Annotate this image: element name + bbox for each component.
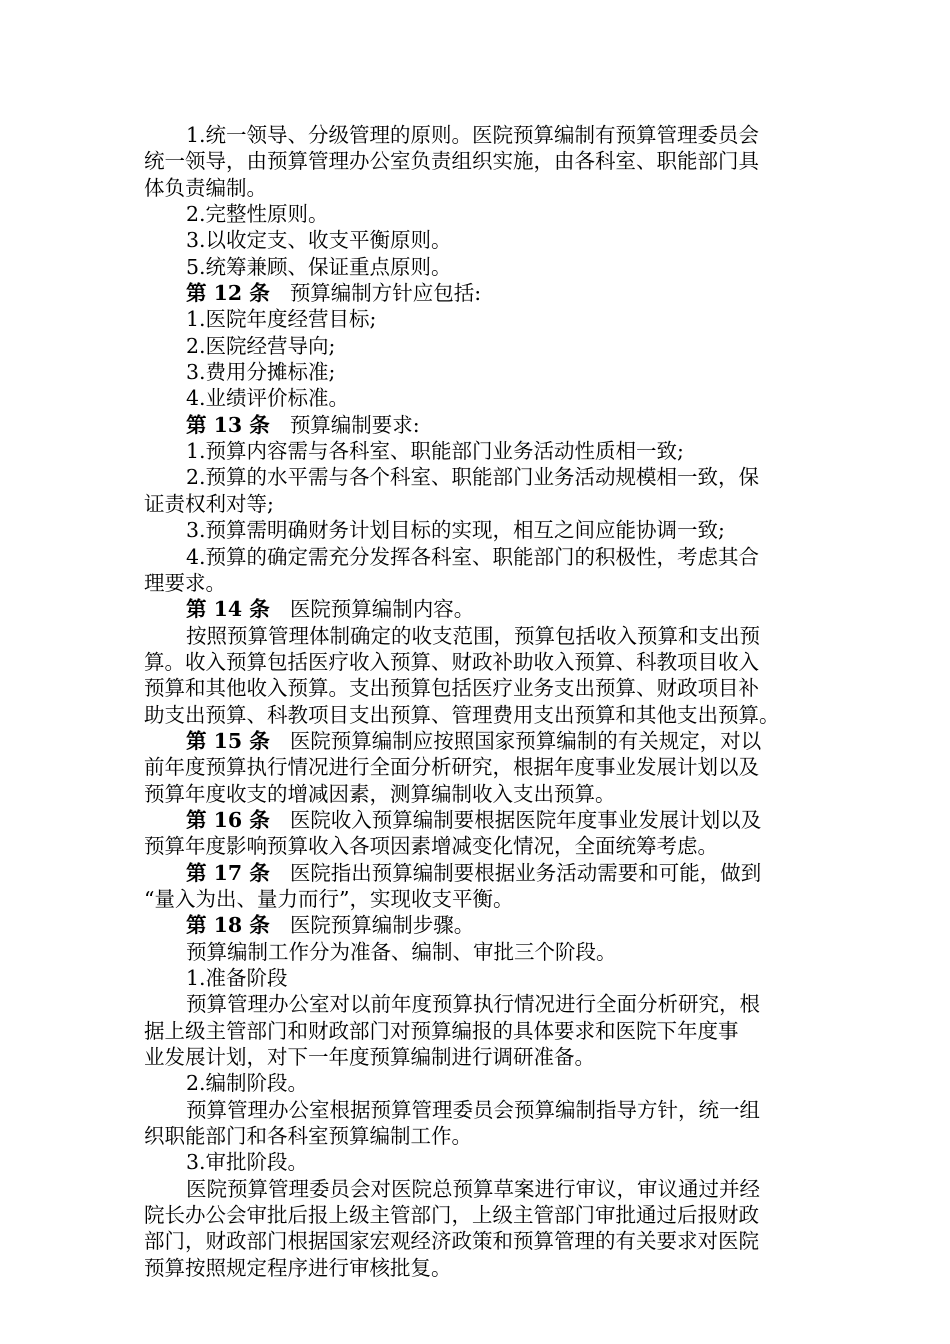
text-line [144, 754, 804, 780]
line-text: 2.编制阶段。 [186, 1071, 309, 1096]
text-line [144, 1123, 804, 1149]
line-text: 预算年度收支的增减因素，测算编制收入支出预算。 [144, 781, 616, 806]
text-line [144, 280, 804, 306]
line-text: 统一领导，由预算管理办公室负责组织实施，由各科室、职能部门具 [144, 149, 759, 174]
text-line [144, 385, 804, 411]
line-text: 理要求。 [144, 570, 226, 595]
text-line [144, 807, 804, 833]
line-text: 4.预算的确定需充分发挥各科室、职能部门的积极性，考虑其合 [186, 544, 760, 569]
text-line [144, 1149, 804, 1175]
line-text: 5.统筹兼顾、保证重点原则。 [186, 254, 452, 279]
text-line [144, 728, 804, 754]
article-number: 第 12 条 [186, 281, 270, 306]
text-line [144, 1044, 804, 1070]
article-number: 第 15 条 [186, 728, 270, 753]
text-line [144, 596, 804, 622]
line-text: 1.准备阶段 [186, 966, 288, 990]
article-number: 第 16 条 [186, 807, 270, 832]
line-text: 3.以收定支、收支平衡原则。 [186, 228, 452, 253]
line-text: 3.预算需明确财务计划目标的实现，相互之间应能协调一致; [186, 518, 725, 543]
line-text: 预算管理办公室根据预算管理委员会预算编制指导方针，统一组 [186, 1097, 760, 1122]
line-text: 2.完整性原则。 [186, 202, 329, 227]
line-text: 织职能部门和各科室预算编制工作。 [144, 1124, 472, 1149]
text-line [144, 412, 804, 438]
line-text: 1.统一领导、分级管理的原则。医院预算编制有预算管理委员会 [186, 123, 760, 147]
line-text: 预算年度影响预算收入各项因素增减变化情况，全面统筹考虑。 [144, 834, 718, 859]
article-number: 第 18 条 [186, 913, 270, 938]
line-text: 医院收入预算编制要根据医院年度事业发展计划以及 [289, 807, 762, 832]
text-line [144, 1176, 804, 1202]
text-line [144, 201, 804, 227]
text-line [144, 464, 804, 490]
article-number: 第 13 条 [186, 412, 270, 437]
text-line [144, 1202, 804, 1228]
text-line [144, 148, 804, 174]
text-line [144, 1018, 804, 1044]
text-line [144, 438, 804, 464]
text-line [144, 175, 804, 201]
text-line [144, 517, 804, 543]
text-line [144, 939, 804, 965]
line-text: 1.预算内容需与各科室、职能部门业务活动性质相一致; [186, 439, 684, 464]
line-text: 业发展计划，对下一年度预算编制进行调研准备。 [144, 1045, 595, 1070]
line-text: 1.医院年度经营目标; [186, 307, 377, 332]
line-text: 算。收入预算包括医疗收入预算、财政补助收入预算、科教项目收入 [144, 649, 759, 674]
text-line [144, 991, 804, 1017]
line-text: 院长办公会审批后报上级主管部门，上级主管部门审批通过后报财政 [144, 1203, 759, 1228]
text-line [144, 570, 804, 596]
line-text: 助支出预算、科教项目支出预算、管理费用支出预算和其他支出预算。 [144, 702, 780, 727]
line-text: 体负责编制。 [144, 175, 267, 200]
document-page [144, 122, 804, 1281]
text-line [144, 1097, 804, 1123]
text-line [144, 491, 804, 517]
line-text: 按照预算管理体制确定的收支范围，预算包括收入预算和支出预 [186, 623, 760, 648]
text-line [144, 1070, 804, 1096]
text-line [144, 886, 804, 912]
text-line [144, 833, 804, 859]
line-text: 医院预算管理委员会对医院总预算草案进行审议，审议通过并经 [186, 1176, 760, 1201]
line-text: 3.审批阶段。 [186, 1150, 309, 1175]
line-text: 据上级主管部门和财政部门对预算编报的具体要求和医院下年度事 [144, 1018, 739, 1043]
text-line [144, 912, 804, 938]
line-text: “量入为出、量力而行”，实现收支平衡。 [144, 886, 514, 911]
line-text: 预算编制工作分为准备、编制、审批三个阶段。 [186, 939, 617, 964]
text-line [144, 122, 804, 148]
line-text: 预算管理办公室对以前年度预算执行情况进行全面分析研究，根 [186, 992, 760, 1017]
text-line [144, 781, 804, 807]
text-line [144, 544, 804, 570]
article-number: 第 17 条 [186, 860, 270, 885]
line-text: 预算和其他收入预算。支出预算包括医疗业务支出预算、财政项目补 [144, 676, 759, 701]
text-line [144, 860, 804, 886]
text-line [144, 1228, 804, 1254]
line-text: 医院预算编制步骤。 [289, 913, 475, 938]
line-text: 2.医院经营导向; [186, 333, 336, 358]
line-text: 部门，财政部门根据国家宏观经济政策和预算管理的有关要求对医院 [144, 1229, 759, 1254]
text-line [144, 1255, 804, 1281]
line-text: 前年度预算执行情况进行全面分析研究，根据年度事业发展计划以及 [144, 755, 759, 780]
text-line [144, 675, 804, 701]
line-text: 医院预算编制内容。 [289, 597, 475, 622]
line-text: 医院指出预算编制要根据业务活动需要和可能，做到 [289, 860, 762, 885]
line-text: 预算编制要求: [289, 412, 420, 437]
line-text: 证责权利对等; [144, 491, 274, 516]
text-line [144, 306, 804, 332]
text-line [144, 227, 804, 253]
line-text: 预算按照规定程序进行审核批复。 [144, 1255, 452, 1280]
line-text: 3.费用分摊标准; [186, 360, 336, 385]
text-line [144, 254, 804, 280]
text-line [144, 333, 804, 359]
line-text: 预算编制方针应包括: [289, 281, 482, 306]
line-text: 医院预算编制应按照国家预算编制的有关规定，对以 [289, 728, 762, 753]
text-line [144, 359, 804, 385]
text-line [144, 965, 804, 991]
line-text: 2.预算的水平需与各个科室、职能部门业务活动规模相一致，保 [186, 465, 760, 490]
text-line [144, 702, 804, 728]
article-number: 第 14 条 [186, 597, 270, 622]
text-line [144, 623, 804, 649]
text-line [144, 649, 804, 675]
line-text: 4.业绩评价标准。 [186, 386, 350, 411]
